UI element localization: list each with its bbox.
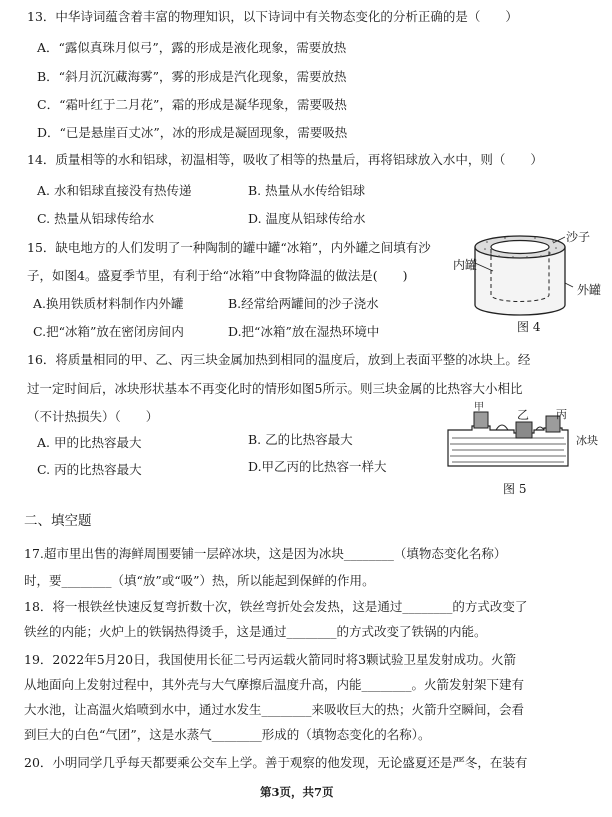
q19-line2: 从地面向上发射过程中，其外壳与大气摩擦后温度升高，内能________。火箭发射架下建有 <box>24 677 525 692</box>
q14-option-d: D. 温度从铝球传给水 <box>248 211 366 226</box>
q18-line1: 18．将一根铁丝快速反复弯折数十次，铁丝弯折处会发热，这是通过________的方式改变了 <box>24 599 528 614</box>
q14-option-a: A. 水和铝球直接没有热传递 <box>37 183 192 198</box>
fig5-label-yi: 乙 <box>517 408 530 422</box>
section-heading-fill-in: 二、填空题 <box>24 513 92 529</box>
figure-5 <box>444 400 574 472</box>
q14-option-b: B. 热量从水传给铝球 <box>248 183 366 198</box>
q15-option-a: A.换用铁质材料制作内外罐 <box>33 296 184 311</box>
q16-stem-line1: 16．将质量相同的甲、乙、丙三块金属加热到相同的温度后，放到上表面平整的冰块上。经 <box>27 352 531 367</box>
q13-option-c: C．“霜叶红于二月花”，霜的形成是凝华现象，需要吸热 <box>37 97 347 112</box>
fig4-caption: 图 4 <box>517 320 541 334</box>
q16-option-a: A. 甲的比热容最大 <box>37 435 142 450</box>
fig4-label-outer-pot: 外罐 <box>577 283 602 297</box>
q15-option-d: D.把“冰箱”放在湿热环境中 <box>228 324 380 339</box>
q16-stem-line2: 过一定时间后，冰块形状基本不再变化时的情形如图5所示。则三块金属的比热容大小相比 <box>27 381 523 396</box>
q15-option-b: B.经常给两罐间的沙子浇水 <box>228 296 379 311</box>
q19-line1: 19．2022年5月20日，我国使用长征二号丙运载火箭同时将3颗试验卫星发射成功。火箭 <box>24 652 517 667</box>
q20-line1: 20．小明同学几乎每天都要乘公交车上学。善于观察的他发现，无论盛夏还是严冬，在装有 <box>24 755 528 770</box>
fig5-label-ice: 冰块 <box>576 434 598 447</box>
q15-option-c: C.把“冰箱”放在密闭房间内 <box>33 324 184 339</box>
q16-option-c: C. 丙的比热容最大 <box>37 462 142 477</box>
q18-line2: 铁丝的内能；火炉上的铁锅热得烫手，这是通过________的方式改变了铁锅的内能。 <box>24 624 487 639</box>
q17-line2: 时，要________（填“放”或“吸”）热，所以能起到保鲜的作用。 <box>24 573 375 588</box>
q13-option-d: D．“已是悬崖百丈冰”，冰的形成是凝固现象，需要吸热 <box>37 125 348 140</box>
q17-line1: 17.超市里出售的海鲜周围要铺一层碎冰块，这是因为冰块________（填物态变化名称） <box>24 546 507 561</box>
fig4-label-inner-pot: 内罐 <box>453 258 478 272</box>
q19-line3: 大水池，让高温火焰喷到水中，通过水发生________来吸收巨大的热；火箭升空瞬间，会看 <box>24 702 525 717</box>
q15-stem-line2: 子，如图4。盛夏季节里，有利于给“冰箱”中食物降温的做法是( ) <box>27 268 408 283</box>
q13-stem: 13．中华诗词蕴含着丰富的物理知识，以下诗词中有关物态变化的分析正确的是（ ） <box>27 9 518 24</box>
q19-line4: 到巨大的白色“气团”，这是水蒸气________形成的（填物态变化的名称）。 <box>24 727 431 742</box>
page-footer: 第3页，共7页 <box>260 785 334 799</box>
q13-option-a: A．“露似真珠月似弓”，露的形成是液化现象，需要放热 <box>37 40 347 55</box>
q16-option-d: D.甲乙丙的比热容一样大 <box>248 459 387 474</box>
fig5-label-bing: 丙 <box>556 408 567 421</box>
q16-option-b: B. 乙的比热容最大 <box>248 432 353 447</box>
q16-stem-line3: （不计热损失）（ ） <box>27 409 159 424</box>
fig4-label-sand: 沙子 <box>566 230 591 244</box>
metal-on-ice-drawing <box>444 400 574 472</box>
q14-option-c: C. 热量从铝球传给水 <box>37 211 155 226</box>
fig5-label-jia: 甲 <box>474 402 484 413</box>
q15-stem-line1: 15．缺电地方的人们发明了一种陶制的罐中罐“冰箱”，内外罐之间填有沙 <box>27 240 431 255</box>
fig5-caption: 图 5 <box>503 482 527 496</box>
q13-option-b: B．“斜月沉沉藏海雾”，雾的形成是汽化现象，需要放热 <box>37 69 347 84</box>
q14-stem: 14．质量相等的水和铝球，初温相等，吸收了相等的热量后，再将铝球放入水中，则（ ） <box>27 152 543 167</box>
